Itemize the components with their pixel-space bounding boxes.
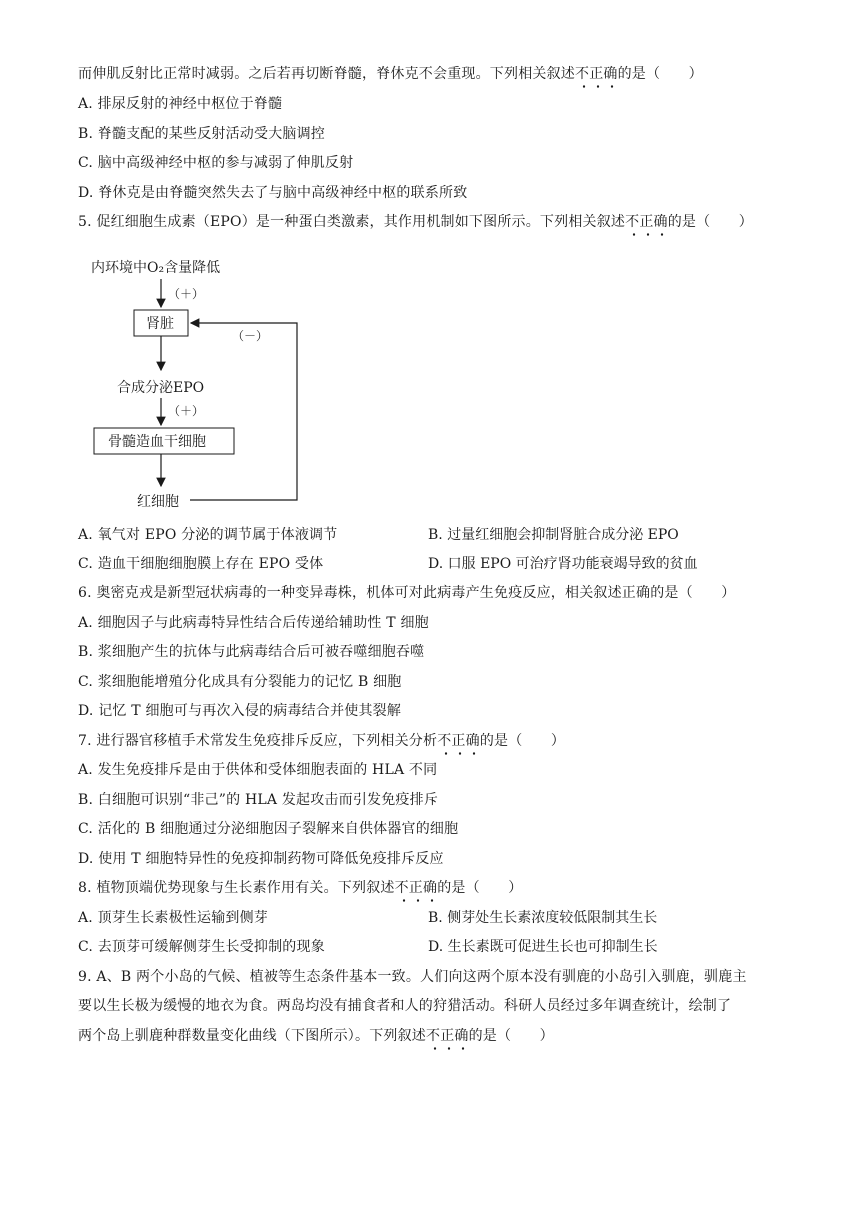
diagram-kidney-label: 肾脏 [146, 316, 174, 332]
q5-option-c: C. 造血干细胞细胞膜上存在 EPO 受体 [78, 556, 324, 572]
q5-stem: 5. 促红细胞生成素（EPO）是一种蛋白类激素，其作用机制如下图所示。下列相关叙述不正确的是（ ） [78, 214, 753, 230]
q8-option-a: A. 顶芽生长素极性运输到侧芽 [78, 910, 269, 926]
q4-option-c: C. 脑中高级神经中枢的参与减弱了伸肌反射 [78, 155, 354, 171]
diagram-top-label: 内环境中O₂含量降低 [91, 260, 221, 276]
emphasis-not-correct: 不正确 [394, 880, 438, 896]
q4-stem-continuation: 而伸肌反射比正常时减弱。之后若再切断脊髓，脊休克不会重现。下列相关叙述不正确的是（ ） [78, 66, 703, 82]
q5-option-a: A. 氧气对 EPO 分泌的调节属于体液调节 [78, 527, 338, 543]
q8-option-d: D. 生长素既可促进生长也可抑制生长 [428, 939, 658, 955]
emphasis-not-correct: 不正确 [625, 214, 668, 230]
q4-option-a: A. 排尿反射的神经中枢位于脊髓 [78, 96, 283, 112]
q5-option-b: B. 过量红细胞会抑制肾脏合成分泌 EPO [428, 527, 679, 543]
q6-option-d: D. 记忆 T 细胞可与再次入侵的病毒结合并使其裂解 [78, 703, 402, 719]
diagram-plus-1: （＋） [168, 287, 205, 301]
q7-option-d: D. 使用 T 细胞特异性的免疫抑制药物可降低免疫排斥反应 [78, 851, 444, 867]
q4-option-b: B. 脊髓支配的某些反射活动受大脑调控 [78, 126, 325, 142]
diagram-minus: （－） [232, 329, 269, 343]
q6-option-b: B. 浆细胞产生的抗体与此病毒结合后可被吞噬细胞吞噬 [78, 644, 425, 660]
emphasis-not-correct: 不正确 [426, 1028, 469, 1044]
q9-stem-line-3: 两个岛上驯鹿种群数量变化曲线（下图所示）。下列叙述不正确的是（ ） [78, 1028, 554, 1044]
q9-stem-line-1: 9. A、B 两个小岛的气候、植被等生态条件基本一致。人们向这两个原本没有驯鹿的小岛引入驯鹿，驯鹿主 [78, 969, 747, 985]
q6-stem: 6. 奥密克戎是新型冠状病毒的一种变异毒株，机体可对此病毒产生免疫反应，相关叙述正确的是（ ） [78, 585, 736, 601]
q6-option-a: A. 细胞因子与此病毒特异性结合后传递给辅助性 T 细胞 [78, 615, 429, 631]
q6-option-c: C. 浆细胞能增殖分化成具有分裂能力的记忆 B 细胞 [78, 674, 402, 690]
q7-option-c: C. 活化的 B 细胞通过分泌细胞因子裂解来自供体器官的细胞 [78, 821, 459, 837]
q4-option-d: D. 脊休克是由脊髓突然失去了与脑中高级神经中枢的联系所致 [78, 185, 468, 201]
diagram-rbc-label: 红细胞 [137, 494, 179, 510]
q8-stem: 8. 植物顶端优势现象与生长素作用有关。下列叙述不正确的是（ ） [78, 880, 523, 896]
q7-option-a: A. 发生免疫排斥是由于供体和受体细胞表面的 HLA 不同 [78, 762, 438, 778]
emphasis-not-correct: 不正确 [575, 66, 618, 82]
negative-feedback-line [190, 323, 297, 500]
epo-mechanism-diagram [80, 252, 320, 514]
q7-stem: 7. 进行器官移植手术常发生免疫排斥反应，下列相关分析不正确的是（ ） [78, 733, 566, 749]
q7-option-b: B. 白细胞可识别“非己”的 HLA 发起攻击而引发免疫排斥 [78, 792, 439, 808]
diagram-plus-2: （＋） [168, 404, 205, 418]
q9-stem-line-2: 要以生长极为缓慢的地衣为食。两岛均没有捕食者和人的狩猎活动。科研人员经过多年调查统计，绘制了 [78, 998, 732, 1014]
q8-option-b: B. 侧芽处生长素浓度较低限制其生长 [428, 910, 658, 926]
diagram-marrow-label: 骨髓造血干细胞 [108, 434, 206, 450]
emphasis-not-correct: 不正确 [437, 733, 480, 749]
q8-option-c: C. 去顶芽可缓解侧芽生长受抑制的现象 [78, 939, 325, 955]
diagram-secrete-label: 合成分泌EPO [117, 380, 205, 396]
q5-option-d: D. 口服 EPO 可治疗肾功能衰竭导致的贫血 [428, 556, 698, 572]
